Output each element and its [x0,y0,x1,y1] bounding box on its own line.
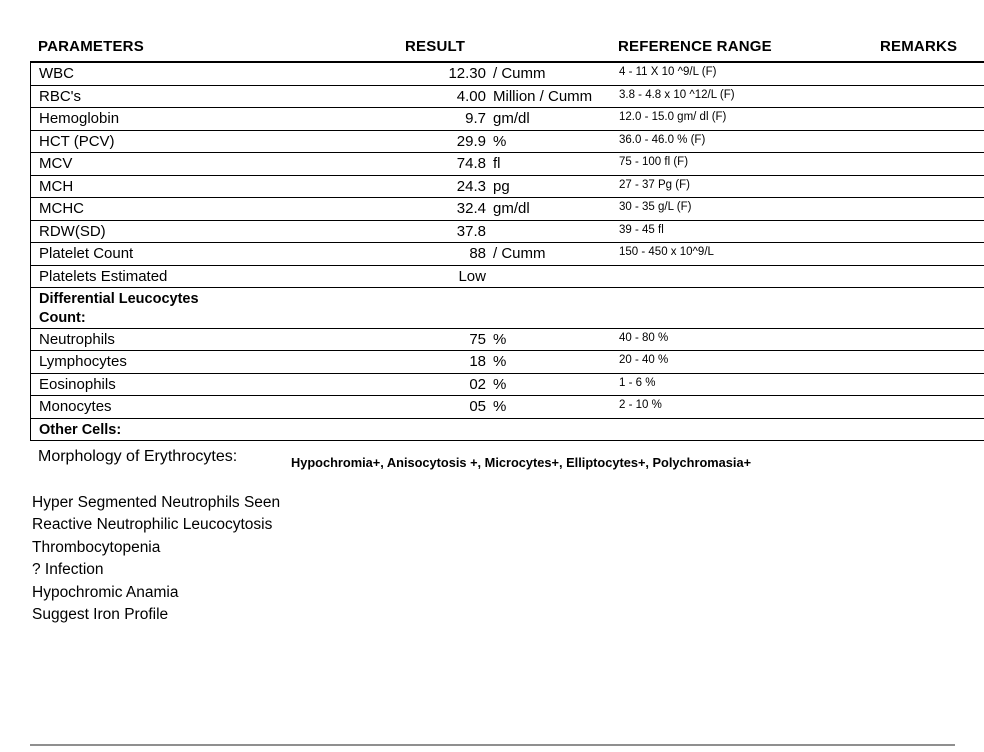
result-value: 4.00 [456,87,486,105]
table-row [31,63,984,86]
morphology-label: Morphology of Erythrocytes: [38,448,238,465]
result-unit: % [493,398,507,416]
table-row [31,221,984,244]
reference-range: 36.0 - 46.0 % (F) [619,133,706,146]
parameter-name: Hemoglobin [39,110,120,128]
result-unit: Million / Cumm [493,87,593,105]
result-unit: % [493,375,507,393]
result-unit: % [493,330,507,348]
result-value: 02 [469,375,486,393]
header-remarks: REMARKS [880,38,958,55]
result-value: 32.4 [456,200,486,218]
finding-line: Thrombocytopenia [32,538,161,556]
reference-range [613,266,875,269]
table-row [31,86,984,109]
result-unit: / Cumm [493,245,546,263]
header-parameters: PARAMETERS [38,38,144,55]
section-label: Other Cells: [39,422,122,438]
parameter-name: HCT (PCV) [39,132,115,150]
table-row [31,266,984,289]
result-value: 74.8 [456,155,486,173]
finding-line: Hypochromic Anamia [32,583,179,601]
result-unit: / Cumm [493,65,546,83]
result-value: Low [458,267,486,285]
section-row [31,288,984,329]
parameter-name: Platelets Estimated [39,267,168,285]
result-unit: gm/dl [493,200,530,218]
reference-range: 30 - 35 g/L (F) [619,201,692,213]
reference-range: 150 - 450 x 10^9/L [619,246,714,258]
parameter-name: Platelet Count [39,245,134,263]
finding-line: Hyper Segmented Neutrophils Seen [32,494,281,511]
reference-range: 1 - 6 % [619,376,656,389]
header-reference-range: REFERENCE RANGE [618,38,772,55]
table-row [31,351,984,374]
parameter-name: WBC [39,65,74,83]
result-value: 12.30 [448,65,486,83]
finding-line: ? Infection [32,561,104,579]
result-unit: fl [493,155,501,173]
result-value: 05 [469,398,486,416]
reference-range: 40 - 80 % [619,331,669,344]
table-row [31,329,984,352]
result-value: 29.9 [456,132,486,150]
parameter-name: Neutrophils [39,330,115,348]
finding-line: Reactive Neutrophilic Leucocytosis [32,516,273,534]
header-result: RESULT [405,38,466,55]
table-row [31,108,984,131]
table-row [31,176,984,199]
result-unit: pg [493,177,510,195]
result-value: 18 [469,353,486,371]
section-label: Differential Leucocytes Count: [39,291,199,326]
result-unit: % [493,132,507,150]
reference-range: 39 - 45 fl [619,223,664,236]
table-row [31,243,984,266]
parameter-name: Eosinophils [39,375,116,393]
result-unit: % [493,353,507,371]
reference-range: 3.8 - 4.8 x 10 ^12/L (F) [619,88,735,101]
result-value: 24.3 [456,177,486,195]
result-value: 37.8 [456,222,486,240]
parameter-name: Lymphocytes [39,353,127,371]
result-unit: gm/dl [493,110,530,128]
reference-range: 27 - 37 Pg (F) [619,178,690,191]
reference-range: 4 - 11 X 10 ^9/L (F) [619,66,717,78]
morphology-value: Hypochromia+, Anisocytosis +, Microcytes+, Elliptocytes+, Polychromasia+ [291,455,752,470]
reference-range: 2 - 10 % [619,399,662,411]
reference-range: 12.0 - 15.0 gm/ dl (F) [619,111,727,123]
reference-range: 20 - 40 % [619,354,669,366]
result-value: 75 [469,330,486,348]
table-row [31,131,984,154]
results-table-body [30,61,984,441]
findings-list [32,492,280,626]
parameter-name: MCHC [39,200,84,218]
result-value: 9.7 [465,110,486,128]
parameter-name: RDW(SD) [39,222,106,240]
parameter-name: MCH [39,177,74,195]
finding-line: Suggest Iron Profile [32,606,169,624]
table-row [31,374,984,397]
parameter-name: RBC's [39,87,82,105]
table-row [31,153,984,176]
result-value: 88 [469,245,486,263]
table-row [31,198,984,221]
parameter-name: Monocytes [39,398,112,416]
parameter-name: MCV [39,155,73,173]
section-row [31,419,984,442]
bottom-divider [30,744,955,746]
reference-range: 75 - 100 fl (F) [619,156,689,168]
table-row [31,396,984,419]
